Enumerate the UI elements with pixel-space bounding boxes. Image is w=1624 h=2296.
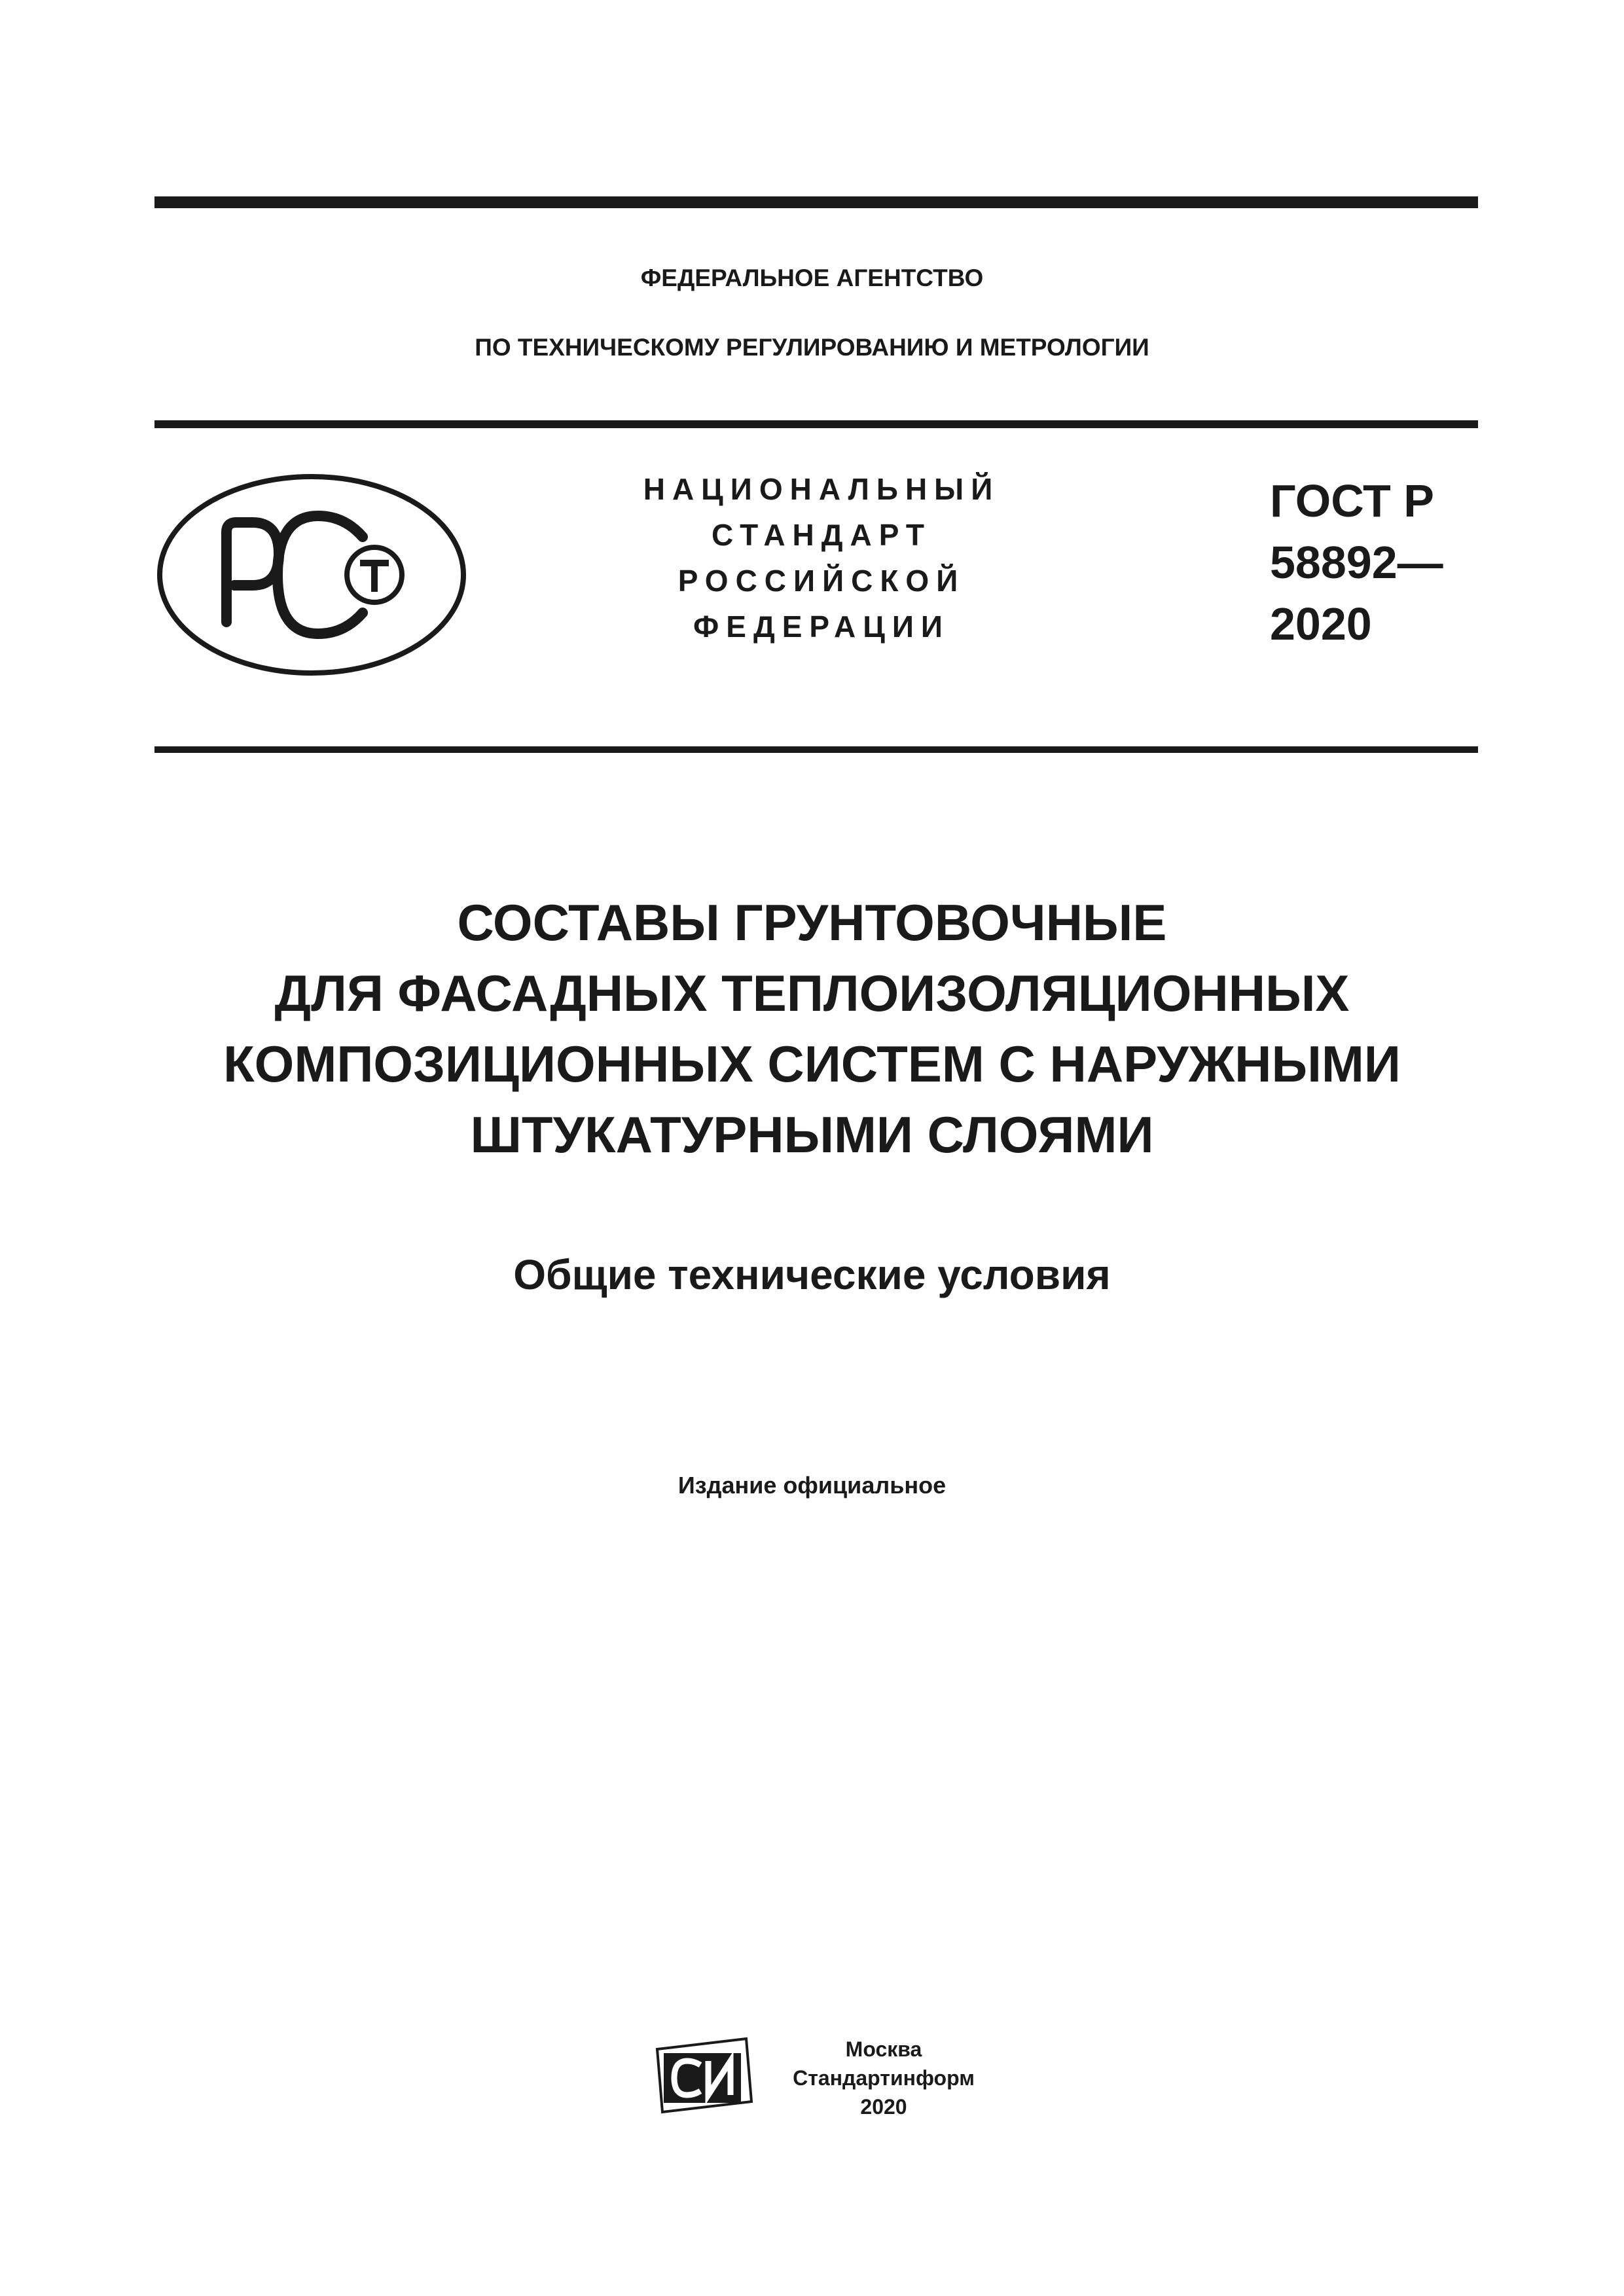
standard-type xyxy=(615,466,1028,649)
standard-designation xyxy=(1270,470,1443,655)
edition-note: Издание официальное xyxy=(677,1472,947,1499)
bottom-rule xyxy=(154,746,1478,753)
top-rule xyxy=(154,196,1478,208)
agency-line-1: ФЕДЕРАЛЬНОЕ АГЕНТСТВО xyxy=(640,264,984,291)
designation-line: ГОСТ Р xyxy=(1270,475,1434,526)
designation-line: 2020 xyxy=(1270,598,1372,649)
publisher-info xyxy=(766,2035,1001,2121)
standard-type-line: ФЕДЕРАЦИИ xyxy=(693,610,950,644)
publisher-city: Москва xyxy=(845,2037,922,2061)
title-line: КОМПОЗИЦИОННЫХ СИСТЕМ С НАРУЖНЫМИ xyxy=(223,1035,1401,1093)
rst-seal-icon xyxy=(154,470,469,680)
title-line: ДЛЯ ФАСАДНЫХ ТЕПЛОИЗОЛЯЦИОННЫХ xyxy=(274,964,1350,1022)
publisher-name: Стандартинформ xyxy=(793,2066,975,2090)
designation-line: 58892— xyxy=(1270,537,1443,588)
standard-type-line: РОССИЙСКОЙ xyxy=(677,564,965,598)
standard-type-line: НАЦИОНАЛЬНЫЙ xyxy=(643,472,1000,506)
publication-year: 2020 xyxy=(860,2095,907,2119)
document-subtitle: Общие технические условия xyxy=(513,1251,1111,1298)
middle-rule xyxy=(154,420,1478,428)
standard-type-line: СТАНДАРТ xyxy=(712,518,931,552)
title-line: ШТУКАТУРНЫМИ СЛОЯМИ xyxy=(470,1106,1154,1163)
document-title xyxy=(0,887,1624,1170)
agency-line-2: ПО ТЕХНИЧЕСКОМУ РЕГУЛИРОВАНИЮ И МЕТРОЛОГИИ xyxy=(475,334,1149,361)
standartinform-logo-icon xyxy=(655,2036,754,2115)
title-line: СОСТАВЫ ГРУНТОВОЧНЫЕ xyxy=(457,894,1167,951)
